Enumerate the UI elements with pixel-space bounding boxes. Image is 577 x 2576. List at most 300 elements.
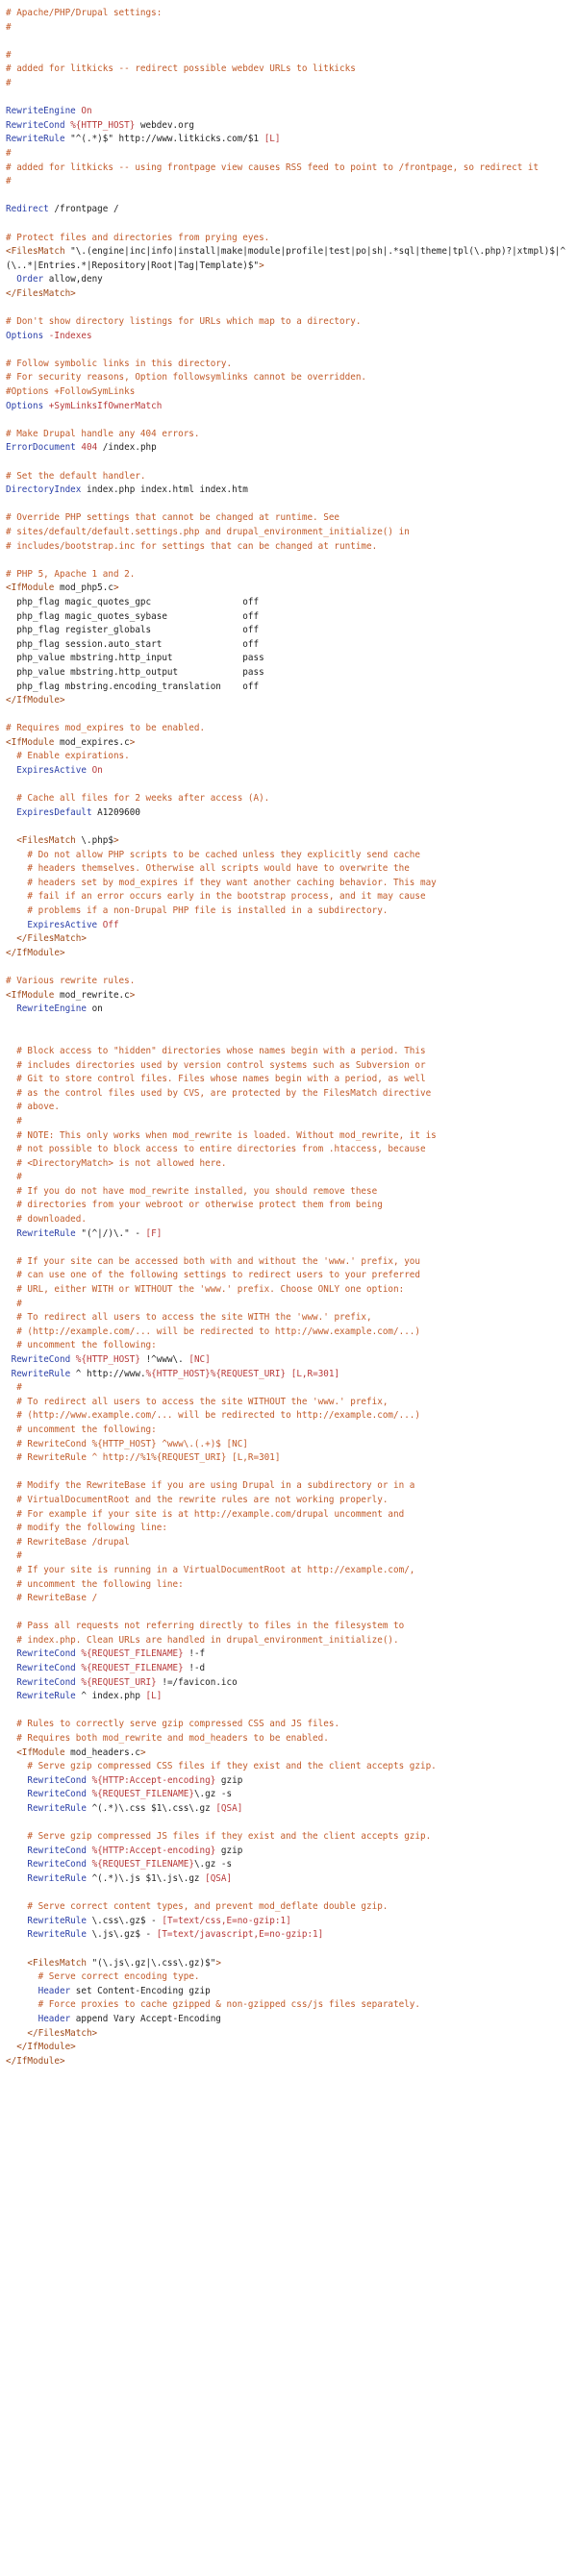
code-line	[6, 1508, 577, 1523]
code-line	[6, 708, 577, 723]
code-text	[6, 1452, 16, 1463]
directive-keyword: Header	[38, 1985, 71, 1996]
code-line	[6, 820, 577, 834]
code-line	[6, 217, 577, 232]
code-text: gzip	[215, 1845, 243, 1856]
code-text: \.js\.gz$ -	[86, 1929, 157, 1941]
code-text	[6, 2028, 27, 2039]
comment-text: # Make Drupal handle any 404 errors.	[6, 428, 200, 439]
code-line	[6, 400, 577, 414]
code-line	[6, 694, 577, 708]
code-text	[6, 1789, 27, 1799]
variable-token: %{REQUEST_URI}	[210, 1368, 287, 1379]
code-text	[6, 1214, 16, 1225]
section-tag: <FilesMatch	[6, 246, 65, 258]
code-line	[6, 1087, 577, 1102]
code-line	[6, 1704, 577, 1719]
code-text	[6, 1200, 16, 1210]
code-text	[6, 1480, 16, 1491]
code-line	[6, 736, 577, 751]
comment-text: # NOTE: This only works when mod_rewrite is loaded. Without mod_rewrite, it is	[16, 1129, 437, 1141]
comment-text: #Options +FollowSymLinks	[6, 386, 136, 398]
code-line	[6, 1802, 577, 1817]
directive-keyword: RewriteCond	[16, 1676, 76, 1688]
variable-token: %{REQUEST_URI}	[81, 1676, 157, 1688]
code-text	[6, 1326, 16, 1337]
code-text: on	[86, 1003, 103, 1015]
code-line	[6, 175, 577, 189]
code-text	[6, 1158, 16, 1169]
code-text	[6, 1003, 16, 1014]
variable-token: [NC]	[188, 1354, 211, 1365]
section-tag: >	[139, 1746, 146, 1758]
code-line	[6, 792, 577, 806]
comment-text: # RewriteBase /	[16, 1593, 98, 1604]
code-text	[6, 835, 16, 846]
code-line	[6, 1298, 577, 1312]
code-line	[6, 750, 577, 764]
code-line	[6, 764, 577, 779]
comment-text: # added for litkicks -- using frontpage view causes RSS feed to point to /frontpage, so redirect it	[6, 161, 539, 173]
code-line	[6, 834, 577, 849]
code-text: ^ http://www.	[70, 1368, 146, 1379]
code-line	[6, 105, 577, 119]
comment-text: # To redirect all users to access the site WITH the 'www.' prefix,	[16, 1312, 372, 1324]
comment-text: #	[16, 1382, 22, 1394]
code-text	[6, 274, 16, 285]
code-text: php_flag mbstring.encoding_translation off	[6, 681, 260, 692]
code-line	[6, 919, 577, 933]
code-line	[6, 161, 577, 176]
directive-keyword: ErrorDocument	[6, 442, 76, 454]
code-text: webdev.org	[135, 119, 194, 131]
code-line	[6, 371, 577, 385]
comment-text: # For security reasons, Option followsymlinks cannot be overridden.	[6, 372, 367, 384]
code-line	[6, 498, 577, 512]
code-text	[6, 1424, 16, 1435]
code-text: ^(.*)\.js $1\.js\.gz	[86, 1872, 206, 1884]
code-text	[6, 1186, 16, 1197]
variable-token: Off	[102, 919, 119, 930]
code-line	[6, 1045, 577, 1059]
code-text	[6, 1116, 16, 1127]
code-line	[6, 1171, 577, 1185]
code-line	[6, 1732, 577, 1746]
code-line	[6, 877, 577, 891]
code-line	[6, 582, 577, 596]
code-line	[6, 147, 577, 161]
variable-token: [L,R=301]	[290, 1368, 340, 1379]
directive-keyword: RewriteCond	[27, 1859, 87, 1870]
directive-keyword: RewriteRule	[27, 1915, 87, 1926]
variable-token: %{HTTP_HOST}	[75, 1354, 140, 1365]
code-line	[6, 1858, 577, 1872]
code-line	[6, 91, 577, 106]
comment-text: # (http://www.example.com/... will be redirected to http://example.com/...)	[16, 1410, 420, 1422]
comment-text: # VirtualDocumentRoot and the rewrite rules are not working properly.	[16, 1494, 389, 1505]
code-line	[6, 1647, 577, 1662]
code-line	[6, 1030, 577, 1045]
comment-text: # Cache all files for 2 weeks after access (A).	[16, 793, 270, 805]
code-text	[6, 891, 27, 902]
code-text	[6, 933, 16, 944]
directive-keyword: RewriteCond	[6, 119, 65, 131]
code-text	[6, 1439, 16, 1449]
code-text	[6, 1747, 16, 1758]
code-text: php_flag magic_quotes_gpc off	[6, 596, 260, 607]
code-line	[6, 862, 577, 877]
code-line	[6, 21, 577, 36]
code-line	[6, 1676, 577, 1691]
comment-text: #	[16, 1172, 22, 1183]
code-text: php_flag magic_quotes_sybase off	[6, 610, 260, 622]
code-line	[6, 1227, 577, 1242]
comment-text: # Don't show directory listings for URLs which map to a directory.	[6, 316, 362, 328]
section-tag: >	[129, 989, 136, 1001]
code-text	[6, 1986, 38, 1996]
code-text: /frontpage /	[48, 204, 119, 215]
code-line	[6, 1143, 577, 1157]
comment-text: # added for litkicks -- redirect possible webdev URLs to litkicks	[6, 63, 356, 75]
section-tag: >	[113, 835, 119, 847]
comment-text: # (http://example.com/... will be redirected to http://www.example.com/...)	[16, 1325, 420, 1337]
code-text	[6, 1775, 27, 1786]
code-line	[6, 722, 577, 736]
variable-token: %{REQUEST_FILENAME}	[91, 1789, 194, 1800]
code-line	[6, 1199, 577, 1213]
code-line	[6, 1339, 577, 1353]
directive-keyword: RewriteCond	[27, 1789, 87, 1800]
code-line	[6, 1592, 577, 1606]
code-line	[6, 456, 577, 470]
code-text	[6, 1916, 27, 1926]
code-text	[6, 1733, 16, 1744]
directive-keyword: Redirect	[6, 204, 49, 215]
code-text: !^www\.	[139, 1354, 189, 1365]
comment-text: # Force proxies to cache gzipped & non-gzipped css/js files separately.	[38, 1999, 420, 2011]
directive-keyword: DirectoryIndex	[6, 484, 82, 496]
code-text	[6, 1677, 16, 1688]
code-line	[6, 1817, 577, 1831]
comment-text: # Override PHP settings that cannot be changed at runtime. See	[6, 512, 340, 524]
variable-token: On	[81, 106, 92, 117]
comment-text: # Serve correct content types, and prevent mod_deflate double gzip.	[27, 1901, 389, 1913]
variable-token: -Indexes	[48, 330, 92, 341]
code-text	[6, 920, 27, 930]
code-text	[6, 1663, 16, 1673]
comment-text: # directories from your webroot or otherwise protect them from being	[16, 1200, 383, 1211]
code-text: gzip	[215, 1774, 243, 1786]
code-text	[6, 1382, 16, 1393]
code-line	[6, 1760, 577, 1774]
code-line	[6, 189, 577, 204]
section-tag: </FilesMatch>	[16, 933, 87, 945]
code-line	[6, 1774, 577, 1789]
code-line	[6, 1970, 577, 1985]
code-text	[6, 1579, 16, 1590]
section-tag: </IfModule>	[6, 2055, 65, 2067]
code-line	[6, 1396, 577, 1410]
code-line	[6, 1368, 577, 1382]
code-text	[6, 863, 27, 874]
comment-text: #	[16, 1298, 22, 1309]
code-text	[6, 1901, 27, 1912]
code-line	[6, 133, 577, 147]
directive-keyword: RewriteCond	[16, 1648, 76, 1660]
code-text	[6, 1397, 16, 1407]
directive-keyword: RewriteCond	[27, 1774, 87, 1786]
comment-text: # uncomment the following:	[16, 1340, 157, 1351]
code-line	[6, 287, 577, 302]
comment-text: # Apache/PHP/Drupal settings:	[6, 8, 163, 18]
code-text	[6, 807, 16, 818]
code-text	[6, 878, 27, 888]
code-text: \.gz -s	[193, 1789, 233, 1800]
code-text	[6, 1144, 16, 1154]
code-line	[6, 1479, 577, 1494]
code-text: !-f	[183, 1648, 206, 1660]
code-line	[6, 1129, 577, 1144]
directive-keyword: Options	[6, 400, 44, 411]
code-line	[6, 596, 577, 610]
code-text: /index.php	[97, 442, 157, 454]
section-tag: </FilesMatch>	[6, 287, 76, 299]
code-line	[6, 1788, 577, 1802]
code-line	[6, 1887, 577, 1901]
code-line	[6, 1073, 577, 1087]
code-text	[6, 793, 16, 804]
code-text	[6, 1635, 16, 1646]
variable-token: %{HTTP_HOST}	[145, 1368, 211, 1379]
code-text: \.php$	[75, 835, 113, 847]
directive-keyword: RewriteCond	[27, 1845, 87, 1856]
directive-keyword: Order	[16, 274, 44, 285]
code-line	[6, 470, 577, 484]
directive-keyword: RewriteRule	[27, 1803, 87, 1814]
code-line	[6, 1578, 577, 1593]
code-text	[6, 1803, 27, 1814]
code-line	[6, 35, 577, 49]
code-text	[6, 1958, 27, 1969]
code-text	[6, 1284, 16, 1295]
directive-keyword: RewriteRule	[11, 1368, 71, 1379]
code-line	[6, 203, 577, 217]
code-line	[6, 2055, 577, 2069]
code-line	[6, 1466, 577, 1480]
code-text: php_value mbstring.http_input pass	[6, 653, 264, 664]
code-text: "^(.*)$" http://www.litkicks.com/$1	[64, 134, 264, 145]
code-line	[6, 1998, 577, 2013]
code-line	[6, 2027, 577, 2042]
comment-text: # PHP 5, Apache 1 and 2.	[6, 568, 136, 580]
code-text: php_flag session.auto_start off	[6, 638, 260, 650]
directive-keyword: RewriteRule	[16, 1227, 76, 1239]
directive-keyword: Header	[38, 2013, 71, 2024]
code-line	[6, 441, 577, 456]
code-line	[6, 1409, 577, 1424]
code-line	[6, 1311, 577, 1325]
section-tag: <FilesMatch	[16, 835, 76, 847]
code-line	[6, 1438, 577, 1452]
comment-text: # URL, either WITH or WITHOUT the 'www.' prefix. Choose ONLY one option:	[16, 1284, 405, 1296]
code-line	[6, 273, 577, 287]
code-text: php_value mbstring.http_output pass	[6, 666, 264, 678]
code-line	[6, 315, 577, 330]
code-line	[6, 1157, 577, 1172]
comment-text: # problems if a non-Drupal PHP file is installed in a subdirectory.	[27, 905, 389, 916]
code-line	[6, 1928, 577, 1943]
variable-token: %{REQUEST_FILENAME}	[91, 1859, 194, 1870]
code-text	[6, 2042, 16, 2052]
comment-text: # Protect files and directories from prying eyes.	[6, 232, 270, 243]
code-line	[6, 1746, 577, 1761]
code-line	[6, 1185, 577, 1200]
directive-keyword: ExpiresActive	[27, 919, 98, 930]
code-text	[6, 1859, 27, 1870]
comment-text: # Follow symbolic links in this directory.	[6, 358, 233, 369]
comment-text: # index.php. Clean URLs are handled in drupal_environment_initialize().	[16, 1634, 399, 1646]
comment-text: # headers set by mod_expires if they want another caching behavior. This may	[27, 877, 437, 888]
comment-text: # Set the default handler.	[6, 470, 146, 482]
code-text	[6, 1495, 16, 1505]
section-tag: </IfModule>	[16, 2042, 76, 2053]
code-text	[6, 1228, 16, 1239]
code-line	[6, 1269, 577, 1283]
section-tag: >	[259, 260, 264, 271]
variable-token: %{REQUEST_FILENAME}	[81, 1648, 184, 1660]
variable-token: %{REQUEST_FILENAME}	[81, 1663, 184, 1674]
code-line	[6, 343, 577, 358]
code-line	[6, 245, 577, 273]
code-text	[6, 1761, 27, 1771]
comment-text: # If you do not have mod_rewrite installed, you should remove these	[16, 1185, 378, 1197]
section-tag: </FilesMatch>	[27, 2027, 98, 2039]
code-line	[6, 540, 577, 555]
code-line	[6, 1241, 577, 1255]
code-line	[6, 1424, 577, 1438]
code-text	[6, 1312, 16, 1323]
code-line	[6, 526, 577, 540]
code-text	[6, 1971, 38, 1982]
comment-text: # Block access to "hidden" directories whose names begin with a period. This	[16, 1045, 426, 1056]
code-line	[6, 7, 577, 21]
code-line	[6, 638, 577, 653]
code-line	[6, 1872, 577, 1887]
code-line	[6, 49, 577, 63]
code-line	[6, 960, 577, 975]
code-text	[6, 1621, 16, 1631]
comment-text: # fail if an error occurs early in the bootstrap process, and it may cause	[27, 891, 426, 903]
code-line	[6, 806, 577, 821]
code-text	[6, 1060, 16, 1071]
code-line	[6, 511, 577, 526]
code-line	[6, 681, 577, 695]
code-text: mod_php5.c	[54, 582, 113, 594]
comment-text: # If your site is running in a VirtualDocumentRoot at http://example.com/,	[16, 1564, 415, 1575]
code-line	[6, 1283, 577, 1298]
variable-token: [T=text/javascript,E=no-gzip:1]	[156, 1929, 324, 1941]
code-line	[6, 62, 577, 77]
code-line	[6, 301, 577, 315]
variable-token: On	[91, 765, 103, 777]
code-text	[6, 1046, 16, 1056]
directive-keyword: RewriteEngine	[16, 1003, 87, 1015]
comment-text: # Serve correct encoding type.	[38, 1971, 200, 1983]
section-tag: >	[113, 582, 119, 594]
variable-token: [QSA]	[205, 1872, 233, 1884]
directive-keyword: RewriteCond	[11, 1354, 71, 1365]
comment-text: # downloaded.	[16, 1214, 87, 1226]
code-line	[6, 1549, 577, 1564]
code-line	[6, 1451, 577, 1466]
directive-keyword: RewriteRule	[27, 1929, 87, 1941]
comment-text: # Serve gzip compressed JS files if they exist and the client accepts gzip.	[27, 1831, 432, 1843]
code-line	[6, 330, 577, 344]
comment-text: #	[16, 1115, 22, 1127]
code-text	[6, 751, 16, 761]
comment-text: # uncomment the following:	[16, 1424, 157, 1435]
comment-text: # uncomment the following line:	[16, 1578, 184, 1590]
code-line	[6, 1564, 577, 1578]
code-text	[6, 905, 27, 916]
directive-keyword: RewriteRule	[6, 134, 65, 145]
code-line	[6, 652, 577, 666]
comment-text: # as the control files used by CVS, are protected by the FilesMatch directive	[16, 1087, 432, 1099]
code-line	[6, 1325, 577, 1340]
variable-token: %{HTTP_HOST}	[70, 119, 136, 131]
code-text	[6, 850, 27, 860]
code-text	[6, 1593, 16, 1603]
variable-token: +SymLinksIfOwnerMatch	[48, 400, 163, 411]
code-text	[6, 1256, 16, 1267]
code-text	[6, 2014, 38, 2024]
variable-token: [L]	[263, 134, 281, 145]
code-text	[6, 1299, 16, 1309]
code-text: ^(.*)\.css $1\.css\.gz	[86, 1803, 216, 1814]
comment-text: # Modify the RewriteBase if you are using Drupal in a subdirectory or in a	[16, 1480, 415, 1492]
code-line	[6, 932, 577, 947]
code-line	[6, 483, 577, 498]
code-line	[6, 2041, 577, 2055]
code-line	[6, 77, 577, 91]
code-line	[6, 428, 577, 442]
code-line	[6, 849, 577, 863]
comment-text: # <DirectoryMatch> is not allowed here.	[16, 1157, 227, 1169]
comment-text: # Various rewrite rules.	[6, 975, 136, 986]
code-text	[6, 1999, 38, 2010]
code-text	[6, 1074, 16, 1084]
code-line	[6, 1255, 577, 1270]
code-line	[6, 1985, 577, 1999]
comment-text: # If your site can be accessed both with and without the 'www.' prefix, you	[16, 1255, 420, 1267]
variable-token: 404	[81, 442, 98, 454]
variable-token: [QSA]	[215, 1803, 243, 1814]
comment-text: # Serve gzip compressed CSS files if they exist and the client accepts gzip.	[27, 1761, 437, 1772]
section-tag: <IfModule	[6, 989, 55, 1001]
code-line	[6, 1003, 577, 1017]
variable-token: %{HTTP:Accept-encoding}	[91, 1774, 216, 1786]
code-line	[6, 1115, 577, 1129]
code-text	[6, 1648, 16, 1659]
code-line	[6, 119, 577, 134]
code-text: "\.(engine|inc|info|install|make|module|profile|test|po|sh|.*sql|theme|tpl(\.php)?|xtmpl)$|^(\..*|Entries.*|Repository|Root|Tag|Template)$"	[6, 246, 566, 271]
comment-text: # not possible to block access to entire directories from .htaccess, because	[16, 1144, 426, 1155]
variable-token: [L]	[145, 1691, 163, 1702]
code-line	[6, 1830, 577, 1845]
code-line	[6, 1101, 577, 1115]
code-line	[6, 1494, 577, 1508]
code-line	[6, 1915, 577, 1929]
